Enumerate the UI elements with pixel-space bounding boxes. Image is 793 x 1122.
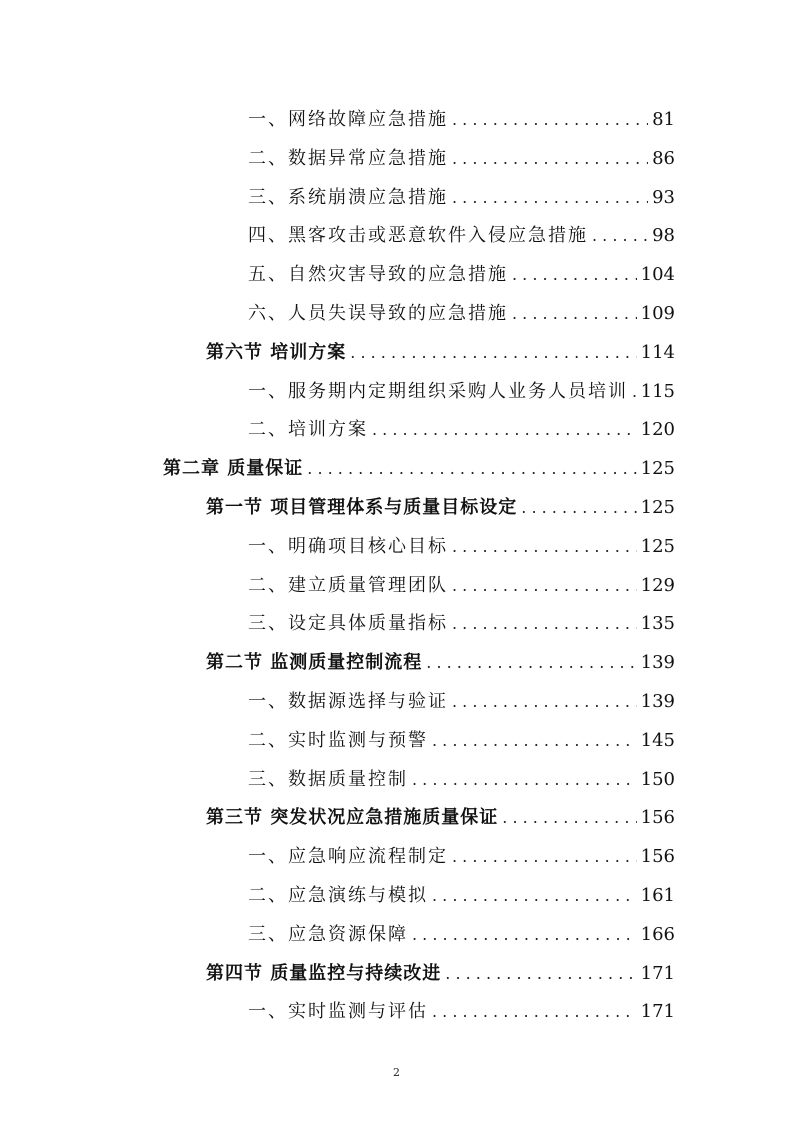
toc-section-entry[interactable] (0, 644, 793, 683)
dot-leader (452, 838, 637, 877)
dot-leader (372, 411, 637, 450)
toc-page-number: 171 (640, 962, 675, 984)
toc-entry[interactable] (0, 838, 793, 877)
toc-entry-title: 第四节 质量监控与持续改进 (206, 962, 442, 984)
dot-leader (432, 993, 637, 1032)
toc-section-entry[interactable] (0, 334, 793, 373)
toc-entry[interactable] (0, 411, 793, 450)
toc-entry[interactable] (0, 140, 793, 179)
dot-leader (307, 450, 636, 489)
toc-page-number: 125 (640, 458, 675, 480)
toc-entry-title: 一、实时监测与评估 (248, 1001, 428, 1023)
dot-leader (445, 955, 636, 994)
dot-leader (412, 916, 637, 955)
toc-entry-title: 第一节 项目管理体系与质量目标设定 (206, 496, 518, 518)
toc-entry[interactable] (0, 179, 793, 218)
dot-leader (632, 373, 637, 412)
toc-section-entry[interactable] (0, 489, 793, 528)
toc-entry-title: 第三节 突发状况应急措施质量保证 (206, 807, 499, 829)
dot-leader (432, 877, 637, 916)
toc-page-number: 166 (640, 923, 675, 945)
toc-entry[interactable] (0, 761, 793, 800)
toc-chapter-entry[interactable] (0, 450, 793, 489)
toc-page-number: 125 (640, 496, 675, 518)
toc-section-entry[interactable] (0, 799, 793, 838)
toc-page-number: 135 (640, 613, 675, 635)
dot-leader (452, 140, 648, 179)
dot-leader (592, 217, 648, 256)
toc-entry[interactable] (0, 217, 793, 256)
toc-page-number: 109 (640, 302, 675, 324)
toc-entry[interactable] (0, 256, 793, 295)
dot-leader (452, 101, 648, 140)
dot-leader (452, 179, 648, 218)
toc-entry-title: 三、数据质量控制 (248, 768, 408, 790)
toc-entry-title: 三、系统崩溃应急措施 (248, 186, 448, 208)
toc-entry-title: 三、设定具体质量指标 (248, 613, 448, 635)
toc-entry-title: 第二章 质量保证 (163, 458, 304, 480)
dot-leader (452, 528, 637, 567)
toc-entry-title: 一、数据源选择与验证 (248, 690, 448, 712)
toc-page-number: 115 (640, 380, 675, 402)
toc-entry-title: 二、应急演练与模拟 (248, 884, 428, 906)
toc-entry-title: 一、明确项目核心目标 (248, 535, 448, 557)
toc-entry-title: 四、黑客攻击或恶意软件入侵应急措施 (248, 225, 588, 247)
toc-entry[interactable] (0, 101, 793, 140)
toc-page-number: 139 (640, 690, 675, 712)
toc-entry[interactable] (0, 683, 793, 722)
dot-leader (350, 334, 636, 373)
dot-leader (432, 722, 637, 761)
toc-entry[interactable] (0, 373, 793, 412)
toc-page-number: 81 (652, 109, 675, 130)
toc-entry[interactable] (0, 567, 793, 606)
toc-page-number: 171 (640, 1001, 675, 1023)
dot-leader (412, 761, 637, 800)
dot-leader (452, 683, 637, 722)
toc-page-number: 104 (640, 264, 675, 286)
toc-entry-title: 一、网络故障应急措施 (248, 109, 448, 130)
toc-page-number: 139 (640, 652, 675, 674)
dot-leader (426, 644, 636, 683)
toc-entry-title: 二、数据异常应急措施 (248, 147, 448, 169)
toc-entry-title: 六、人员失误导致的应急措施 (248, 302, 508, 324)
toc-entry-title: 五、自然灾害导致的应急措施 (248, 264, 508, 286)
toc-entry[interactable] (0, 722, 793, 761)
toc-page-number: 86 (652, 147, 675, 169)
dot-leader (452, 605, 637, 644)
toc-entry[interactable] (0, 877, 793, 916)
table-of-contents (0, 101, 793, 1032)
toc-entry-title: 第二节 监测质量控制流程 (206, 652, 423, 674)
toc-entry-title: 第六节 培训方案 (206, 341, 347, 363)
toc-page-number: 120 (640, 419, 675, 441)
toc-page-number: 156 (640, 846, 675, 868)
dot-leader (512, 295, 637, 334)
toc-page-number: 161 (640, 884, 675, 906)
toc-entry-title: 三、应急资源保障 (248, 923, 408, 945)
toc-page-number: 150 (640, 768, 675, 790)
toc-entry-title: 二、实时监测与预警 (248, 729, 428, 751)
toc-entry-title: 一、应急响应流程制定 (248, 846, 448, 868)
toc-page-number: 125 (640, 535, 675, 557)
toc-entry[interactable] (0, 295, 793, 334)
toc-page-number: 145 (640, 729, 675, 751)
dot-leader (521, 489, 636, 528)
toc-entry-title: 二、建立质量管理团队 (248, 574, 448, 596)
toc-entry[interactable] (0, 528, 793, 567)
toc-entry[interactable] (0, 993, 793, 1032)
toc-entry[interactable] (0, 916, 793, 955)
toc-page-number: 98 (652, 225, 675, 247)
toc-page-number: 114 (640, 341, 675, 363)
toc-entry-title: 一、服务期内定期组织采购人业务人员培训 (248, 380, 628, 402)
toc-entry-title: 二、培训方案 (248, 419, 368, 441)
dot-leader (502, 799, 636, 838)
toc-entry[interactable] (0, 605, 793, 644)
page-number: 2 (393, 1066, 400, 1079)
dot-leader (452, 567, 637, 606)
toc-page-number: 93 (652, 186, 675, 208)
toc-page-number: 156 (640, 807, 675, 829)
toc-section-entry[interactable] (0, 955, 793, 994)
dot-leader (512, 256, 637, 295)
toc-page-number: 129 (640, 574, 675, 596)
